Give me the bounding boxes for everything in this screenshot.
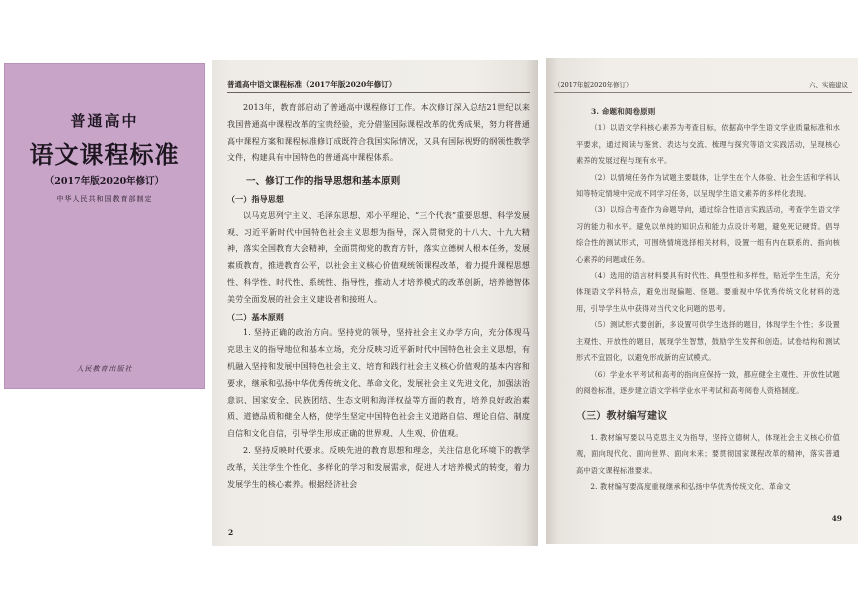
list-item: （2）以情境任务作为试题主要载体，让学生在个人体验、社会生活和学科认知等特定情境中完成不同学习任务，以呈现学生语文素养的多样化表现。 xyxy=(576,172,840,199)
running-head: 普通高中语文课程标准（2017年版2020年修订） xyxy=(227,80,397,89)
cover-issuer: 中华人民共和国教育部制定 xyxy=(56,195,153,203)
cover-edition: （2017年版2020年修订） xyxy=(44,176,165,187)
list-item: （1）以语文学科核心素养为考查目标，依据高中学生语文学业质量标准和水平要求，通过阅读与鉴赏、表达与交流、梳理与探究等语文实践活动，呈现核心素养的发展过程与现有水平。 xyxy=(576,123,840,166)
cover-title-line1: 普通高中 xyxy=(70,112,139,130)
list-item: （5）测试形式要创新，多设置可供学生选择的题目，体现学生个性；多设置主观性、开放性的题目，展现学生智慧，鼓励学生发挥和创造。试卷结构和测试形式不宜固化，以避免形成新的应试模式。 xyxy=(576,320,840,363)
running-head: 六、实施建议 xyxy=(809,81,848,89)
header-rule xyxy=(554,92,852,93)
subsection-heading: （一）指导思想 xyxy=(227,193,285,204)
page-right xyxy=(546,58,858,544)
intro-paragraph: 2013年，教育部启动了普通高中课程修订工作。本次修订深入总结21世纪以来我国普通高中课程改革的宝贵经验，充分借鉴国际课程改革的优秀成果，努力将普通高中课程方案和课程标准修订成既符合我国实际情况，又具有国际视野的纲领性教学文件，构建具有中国特色的普通高中课程体系。 xyxy=(227,103,530,163)
section-heading: （三）教材编写建议 xyxy=(576,411,668,423)
running-head-edition: （2017年版2020年修订） xyxy=(554,81,633,89)
right-body xyxy=(576,104,840,495)
subsection-heading: 3. 命题和阅卷原则 xyxy=(591,107,656,116)
header-rule xyxy=(227,92,530,93)
cover-title-line2: 语文课程标准 xyxy=(29,140,180,169)
list-item: （4）选用的语言材料要具有时代性、典型性和多样性，贴近学生生活，充分体现语文学科特点，避免出现偏题、怪题。要重视中华优秀传统文化材料的选用，引导学生从中获得对当代文化问题的思考。 xyxy=(576,271,840,313)
guiding-thought-paragraph: 以马克思列宁主义、毛泽东思想、邓小平理论、“三个代表”重要思想、科学发展观、习近平新时代中国特色社会主义思想为指导，深入贯彻党的十八大、十九大精神，落实全国教育大会精神，全面贯彻党的教育方针，落实立德树人根本任务，发展素质教育，推进教育公平，以社会主义核心价值观统领课程改革，着力提升课程思想性、科学性、时代性、系统性、指导性，推动人才培养模式的改革创新，培养德智体美劳全面发展的社会主义建设者和接班人。 xyxy=(227,210,530,304)
book-cover xyxy=(4,63,205,389)
principle-paragraph: 2. 坚持反映时代要求。反映先进的教育思想和理念，关注信息化环境下的教学改革，关注学生个性化、多样化的学习和发展需求，促进人才培养模式的转变，着力发展学生的核心素养。根据经济社会 xyxy=(227,445,530,489)
page-left xyxy=(212,60,538,546)
list-item: （3）以综合考查作为命题导向，通过综合性语言实践活动，考查学生语文学习的能力和水平。避免以单纯的知识点和能力点设计考题，避免死记硬背。倡导综合性的测试形式，可围绕情境选择相关材料，设置一组有内在联系的、指向核心素养的问题或任务。 xyxy=(576,205,840,264)
subsection-heading: （二）基本原则 xyxy=(227,311,285,322)
page-number: 49 xyxy=(831,514,842,523)
list-item: （6）学业水平考试和高考的指向应保持一致，都应健全主观性、开放性试题的阅卷标准，逐步建立语文学科学业水平考试和高考阅卷人资格制度。 xyxy=(576,369,840,395)
list-item: 2. 教材编写要高度重视继承和弘扬中华优秀传统文化、革命文 xyxy=(590,481,791,491)
left-body xyxy=(227,100,530,493)
principle-paragraph: 1. 坚持正确的政治方向。坚持党的领导，坚持社会主义办学方向，充分体现马克思主义的指导地位和基本立场，充分反映习近平新时代中国特色社会主义思想，有机融入坚持和发展中国特色社会主义、培育和践行社会主义核心价值观的基本内容和要求，继承和弘扬中华优秀传统文化、革命文化，发展社会主义先进文化，加强法治意识、国家安全、民族团结、生态文明和海洋权益等方面的教育，培养良好政治素质、道德品质和健全人格，使学生坚定中国特色社会主义道路自信、理论自信、制度自信和文化自信，引导学生形成正确的世界观、人生观、价值观。 xyxy=(227,328,530,439)
page-number: 2 xyxy=(228,528,234,537)
cover-publisher: 人民教育出版社 xyxy=(76,365,133,373)
section-heading: 一、修订工作的指导思想和基本原则 xyxy=(246,176,401,188)
list-item: 1. 教材编写要以马克思主义为指导，坚持立德树人，体现社会主义核心价值观，面向现代化、面向世界、面向未来；要贯彻国家课程改革的精神，落实普通高中语文课程标准要求。 xyxy=(576,432,840,475)
